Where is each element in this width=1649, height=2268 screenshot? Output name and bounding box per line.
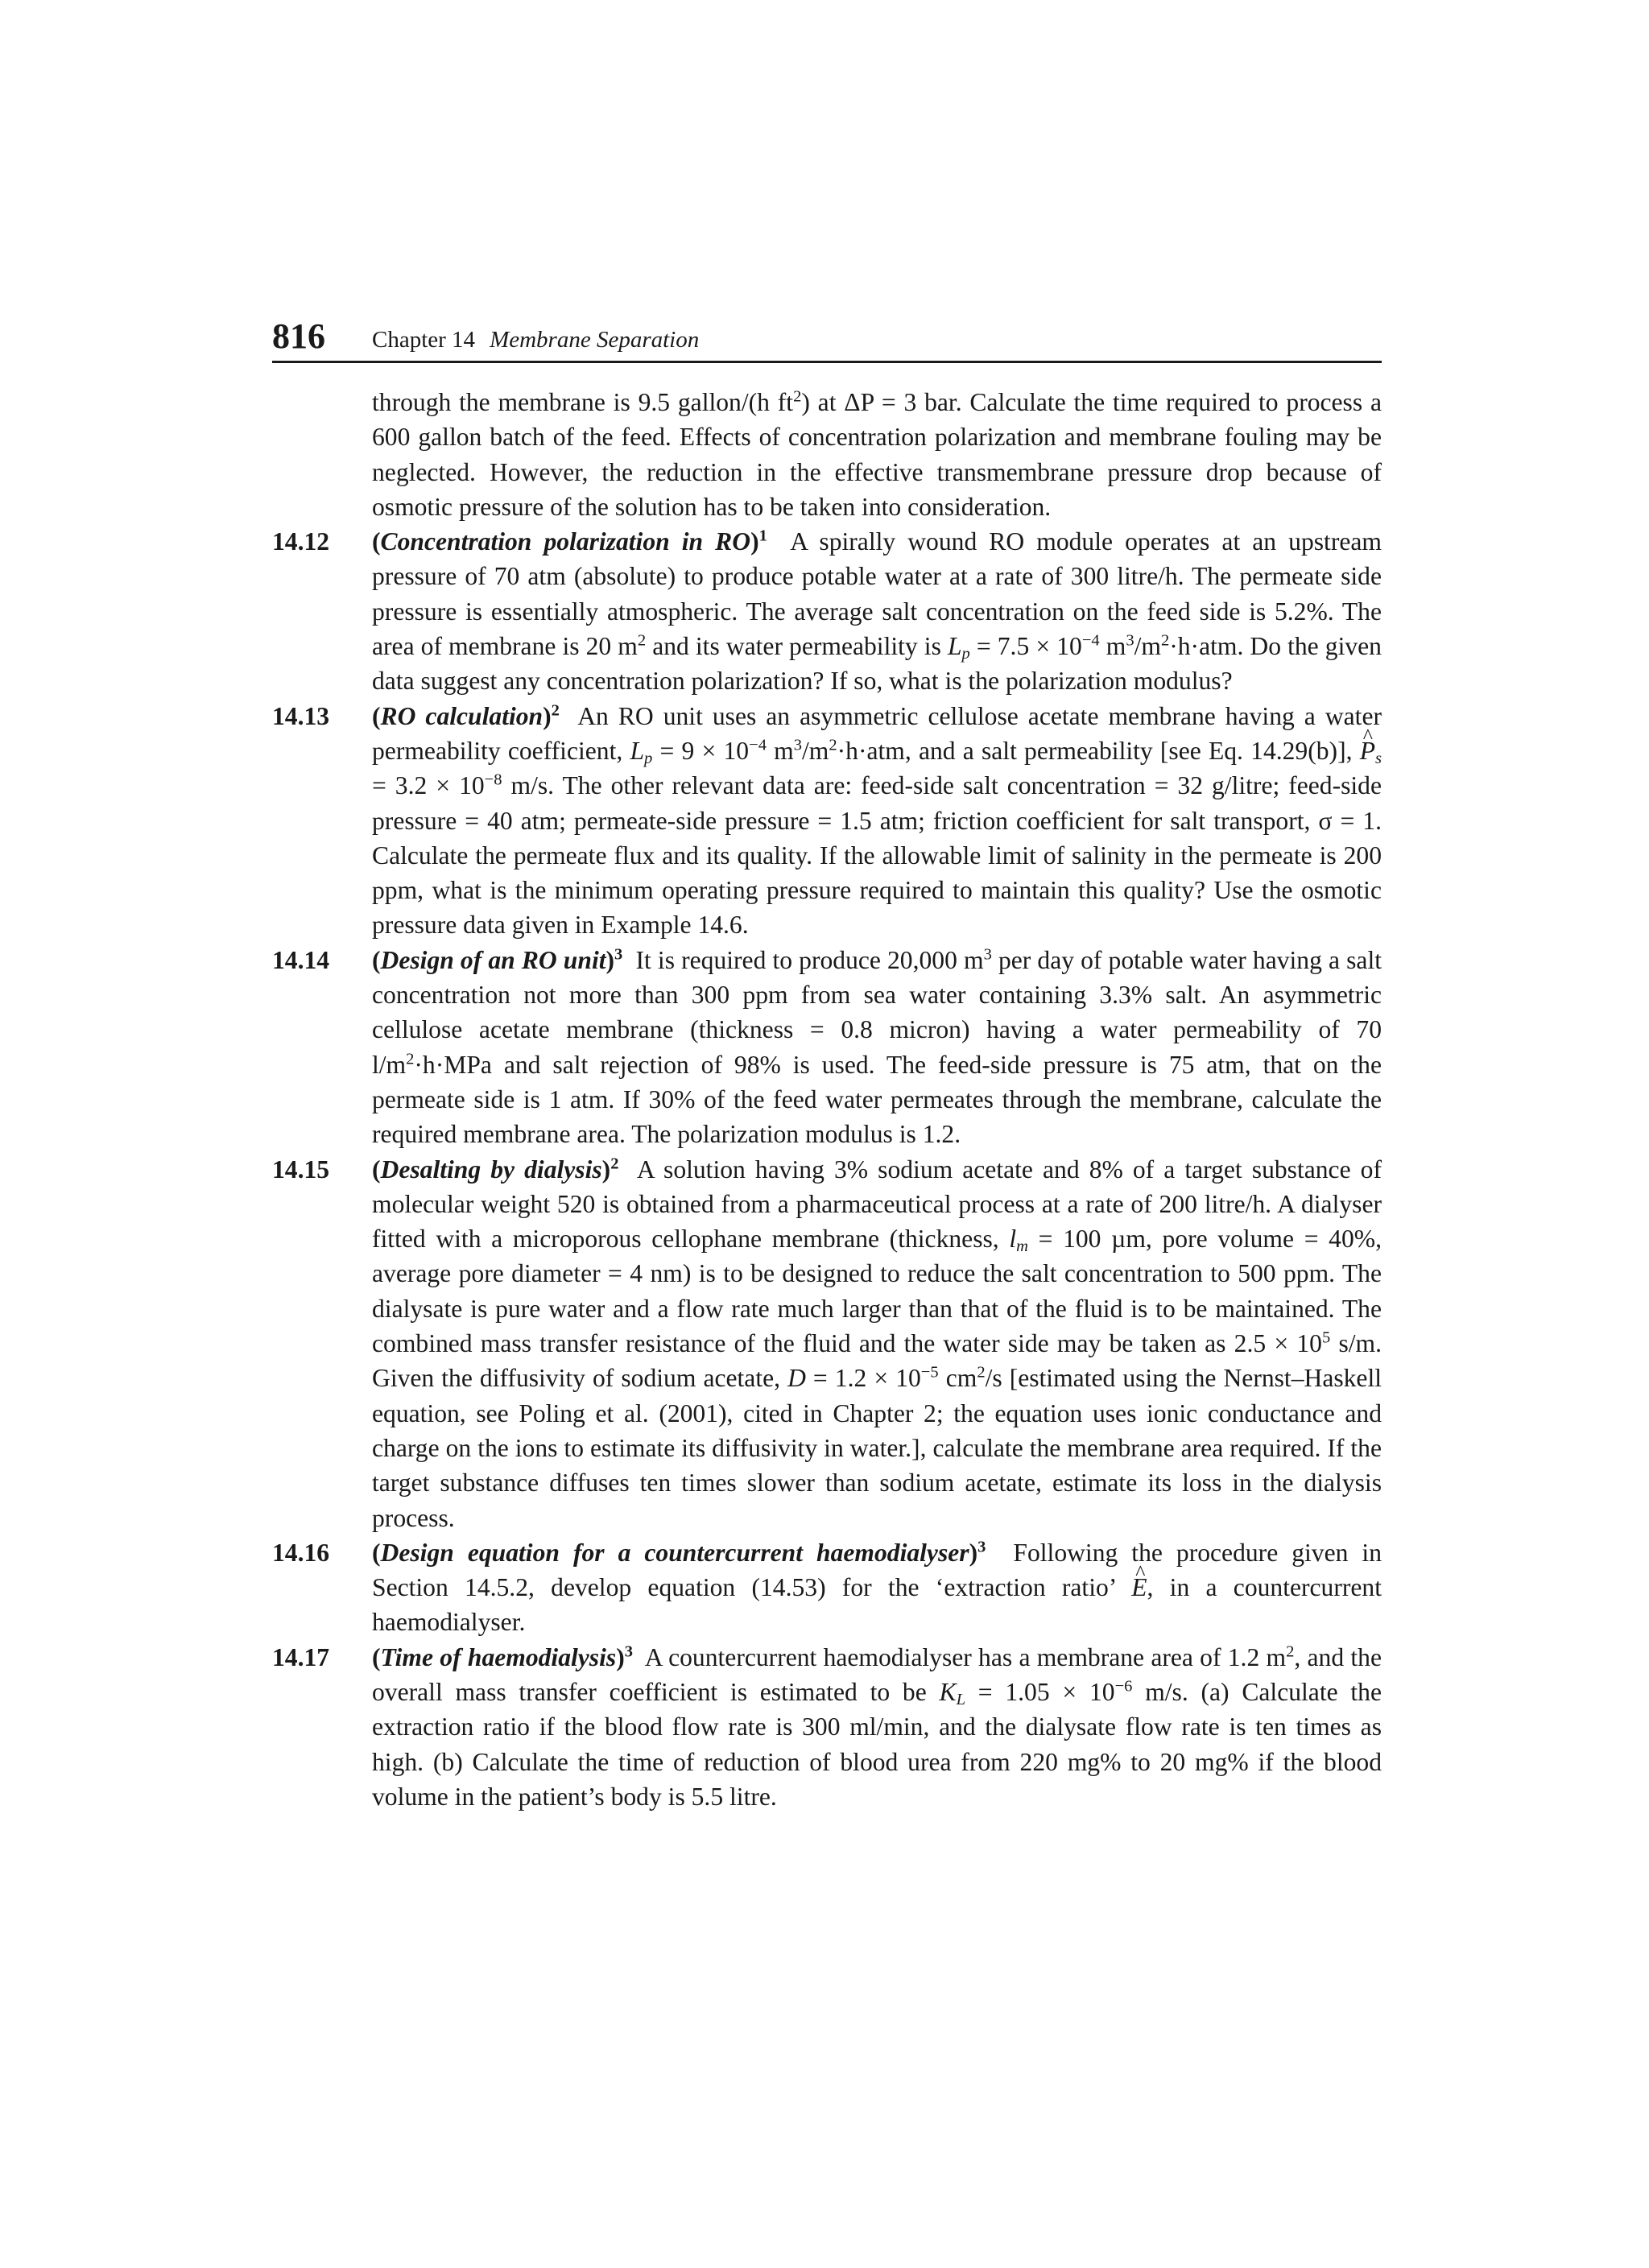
problem-14-13: 14.13 (RO calculation)$^2$ An RO unit uses an asymmetric cellulose acetate membrane having a water permeability coefficient, $L_p = 9 \times 10^{-4}$ $m^3/m^2\cdot h\cdot atm$, and a salt permeability [see Eq. 14.29(b)], ^ $P_s = 3.2 \times 10^{-8}$ m/s. The other relevant data are: feed-side salt concentration = 32 g/litre; feed-side pressure = 40 atm; permeate-side pressure = 1.5 atm; friction coefficient for salt transport, σ = 1. Calculate the permeate flux and its quality. If the allowable limit of salinity in the permeate is 200 ppm, what is the minimum operating pressure required to maintain this quality? Use the osmotic pressure data given in Example 14.6. (272, 699, 1382, 943)
problem-number: 14.16 (272, 1538, 330, 1567)
continuation-paragraph: through the membrane is 9.5 gallon/(h $ft^2$) at ΔP = 3 bar. Calculate the time required to process a 600 gallon batch of the feed. Effects of concentration polarization and membrane fouling may be neglected. However, the reduction in the effective transmembrane pressure drop because of osmotic pressure of the solution has to be taken into consideration. (372, 387, 1382, 521)
problem-number: 14.15 (272, 1155, 330, 1184)
difficulty-level: 2 (610, 1155, 619, 1173)
e-hat-symbol: ^ E (1131, 1570, 1147, 1605)
problem-title: Design equation for a countercurrent haemodialyser (380, 1538, 969, 1567)
page-body (272, 385, 1382, 1814)
problem-number: 14.17 (272, 1642, 330, 1671)
problem-title: RO calculation (380, 701, 543, 730)
problem-14-15: 14.15 (Desalting by dialysis)$^2$ A solution having 3% sodium acetate and 8% of a target substance of molecular weight 520 is obtained from a pharmaceutical process at a rate of 200 litre/h. A dialyser fitted with a microporous cellophane membrane (thickness, $l_m = 100$ µm, pore volume = 40%, average pore diameter = 4 nm) is to be designed to reduce the salt concentration to 500 ppm. The dialysate is pure water and a flow rate much larger than that of the fluid is to be maintained. The combined mass transfer resistance of the fluid and the water side may be taken as $2.5 \times 10^5$ s/m. Given the diffusivity of sodium acetate, $D = 1.2 \times 10^{-5}$ $cm^2/s$ [estimated using the Nernst–Haskell equation, see Poling et al. (2001), cited in Chapter 2; the equation uses ionic conductance and charge on the ions to estimate its diffusivity in water.], calculate the membrane area required. If the target substance diffuses ten times slower than sodium acetate, estimate its loss in the dialysis process. (272, 1152, 1382, 1535)
chapter-label: Chapter 14 (372, 327, 476, 353)
problem-title: Desalting by dialysis (380, 1155, 602, 1184)
page-header (272, 316, 1382, 363)
p-hat-symbol: ^ P (1360, 733, 1375, 768)
problem-title: Concentration polarization in RO (380, 527, 751, 556)
difficulty-level: 2 (551, 701, 560, 720)
problem-title: Design of an RO unit (380, 945, 606, 974)
problem-title: Time of haemodialysis (380, 1642, 617, 1671)
difficulty-level: 3 (614, 945, 623, 964)
difficulty-level: 3 (977, 1538, 986, 1556)
problem-number: 14.12 (272, 527, 330, 556)
problem-number: 14.13 (272, 701, 330, 730)
page-number: 816 (272, 316, 325, 356)
problem-14-16: 14.16 (Design equation for a countercurrent haemodialyser)$^3$ Following the procedure given in Section 14.5.2, develop equation (14.53) for the ‘extraction ratio’ ^ E, in a countercurrent haemodialyser. (272, 1535, 1382, 1640)
chapter-title: Membrane Separation (490, 327, 700, 353)
problem-14-12: 14.12 (Concentration polarization in RO)$^1$ A spirally wound RO module operates at an upstream pressure of 70 atm (absolute) to produce potable water at a rate of 300 litre/h. The permeate side pressure is essentially atmospheric. The average salt concentration on the feed side is 5.2%. The area of membrane is 20 $m^2$ and its water permeability is $L_p = 7.5 \times 10^{-4}$ $m^3/m^2\cdot h\cdot atm$. Do the given data suggest any concentration polarization? If so, what is the polarization modulus? (272, 524, 1382, 698)
difficulty-level: 3 (624, 1642, 633, 1661)
problem-14-14: 14.14 (Design of an RO unit)$^3$ It is required to produce 20,000 $m^3$ per day of potable water having a salt concentration not more than 300 ppm from sea water containing 3.3% salt. An asymmetric cellulose acetate membrane (thickness = 0.8 micron) having a water permeability of 70 $l/m^2\cdot h\cdot MPa$ and salt rejection of 98% is used. The feed-side pressure is 75 atm, that on the permeate side is 1 atm. If 30% of the feed water permeates through the membrane, calculate the required membrane area. The polarization modulus is 1.2. (272, 943, 1382, 1152)
difficulty-level: 1 (758, 527, 767, 545)
problem-number: 14.14 (272, 945, 330, 974)
running-head (372, 325, 699, 354)
problem-14-17: 14.17 (Time of haemodialysis)$^3$ A countercurrent haemodialyser has a membrane area of 1.2 $m^2$, and the overall mass transfer coefficient is estimated to be $K_L = 1.05 \times 10^{-6}$ m/s. (a) Calculate the extraction ratio if the blood flow rate is 300 ml/min, and the dialysate flow rate is ten times as high. (b) Calculate the time of reduction of blood urea from 220 mg% to 20 mg% if the blood volume in the patient’s body is 5.5 litre. (272, 1640, 1382, 1814)
